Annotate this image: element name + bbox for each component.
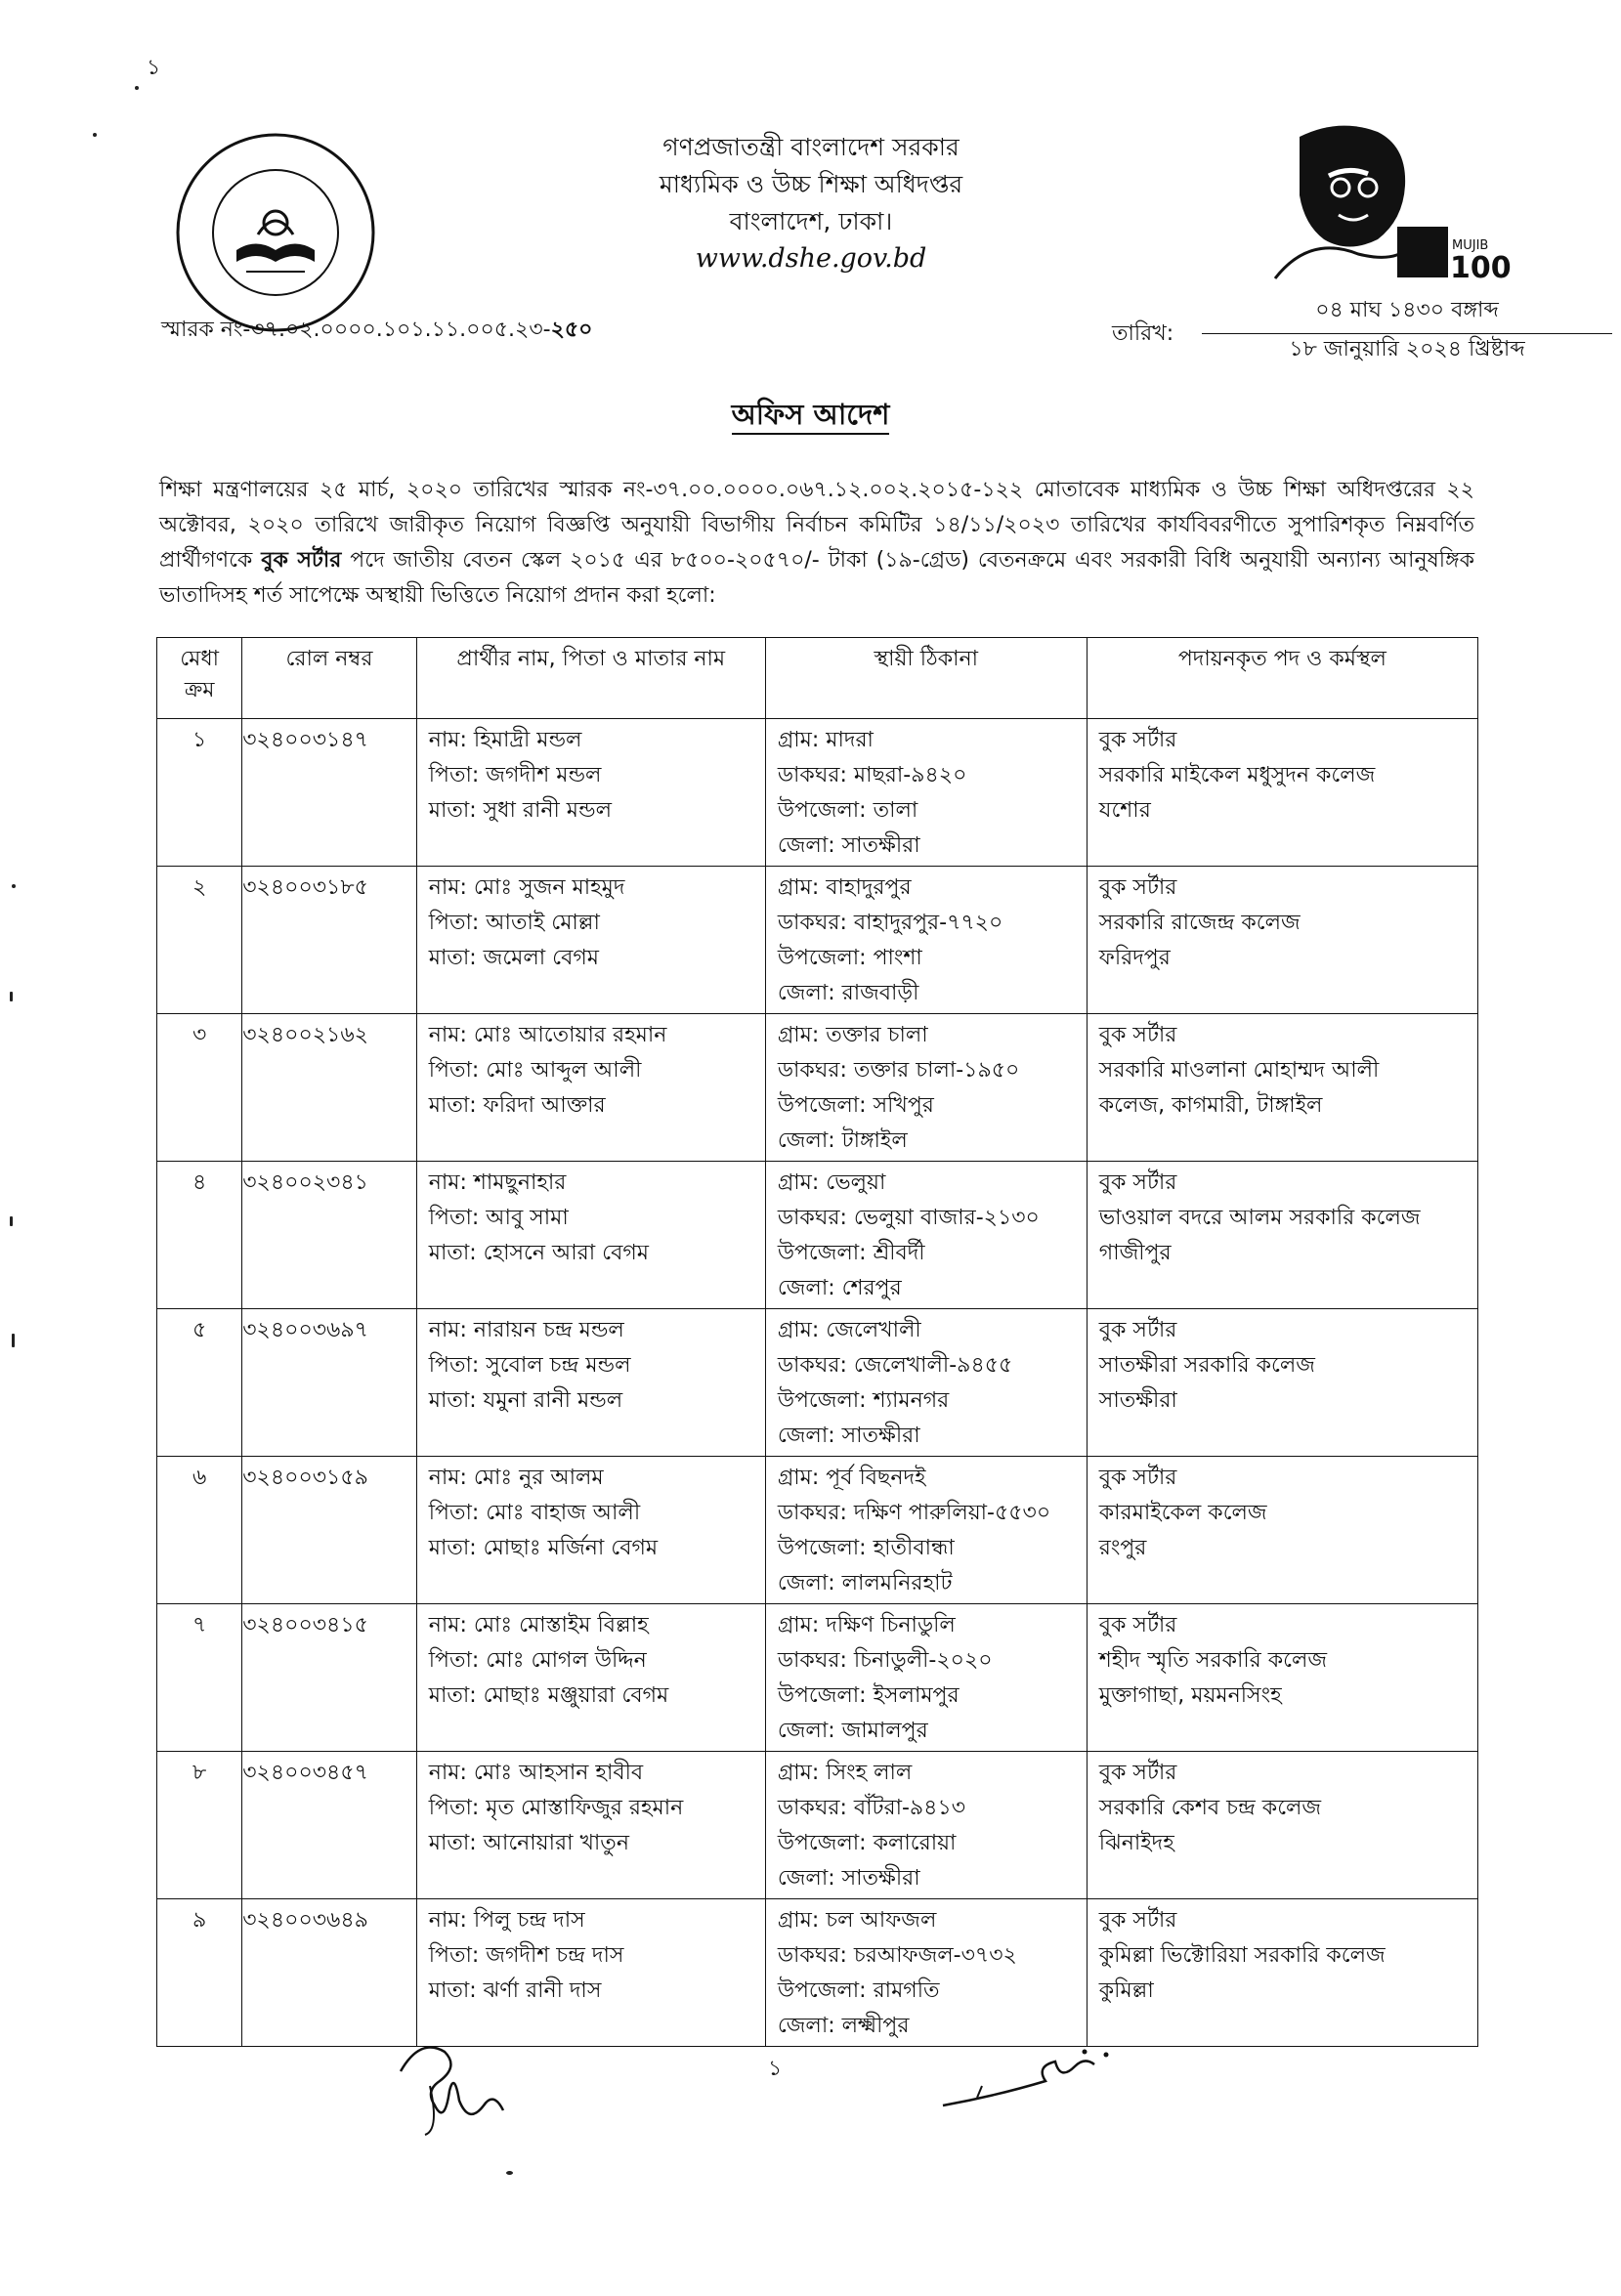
name-cell-line: নাম: মোঃ সুজন মাহমুদ [428,875,625,900]
address-cell-line: ডাকঘর: চিনাডুলী-২০২০ [777,1648,993,1673]
table-row [157,1014,1478,1162]
roll-cell-text: ৩২৪০০৩৬৯৭ [242,1318,368,1342]
address-cell-line: উপজেলা: হাতীবান্ধা [777,1536,955,1560]
name-cell-line: নাম: পিলু চন্দ্র দাস [428,1908,585,1933]
address-cell-line: ডাকঘর: বাহাদুরপুর-৭৭২০ [777,911,1003,935]
name-cell [416,1014,765,1162]
posting-cell-line: বুক সর্টার [1098,1318,1177,1342]
intro-part1: শিক্ষা মন্ত্রণালয়ের ২৫ মার্চ, ২০২০ তারিখের স্মারক নং-৩৭.০০.০০০০.০৬৭.১২.০০২.২০১৫-১২২ মোতাবেক মাধ্যমিক ও উচ্চ শিক্ষা অধিদপ্তরের ২২ অক্টোবর, ২০২০ তারিখে জারীকৃত নিয়োগ বিজ্ঞপ্তি অনুযায়ী বিভাগীয় নির্বাচন কমিটির ১৪/১১/২০২৩ তারিখের কার্যবিবরণীতে সুপারিশকৃত নিম্নবর্ণিত প্রার্থীগণকে [159,478,1474,573]
posting-cell-line: সরকারি রাজেন্দ্র কলেজ [1098,911,1301,935]
name-cell [416,1309,765,1457]
posting-cell-line: সরকারি কেশব চন্দ্র কলেজ [1098,1796,1322,1820]
roll-cell [242,1309,417,1457]
table-row [157,1162,1478,1309]
address-cell-line: ডাকঘর: মাছরা-৯৪২০ [777,763,967,787]
address-cell [765,1014,1087,1162]
scan-dot [12,1334,15,1347]
scan-dot [93,133,97,137]
name-cell-line: পিতা: জগদীশ চন্দ্র দাস [428,1943,624,1968]
address-cell-line: উপজেলা: সখিপুর [777,1093,934,1118]
page-title [0,393,1621,441]
header-roll: রোল নম্বর [242,638,417,719]
website-link[interactable]: www.dshe.gov.bd [695,243,927,274]
merit-cell-text: ৩ [192,1023,207,1047]
posting-cell-line: সরকারি মাওলানা মোহাম্মদ আলী [1098,1058,1380,1083]
book-emblem-seal-icon [168,125,383,340]
name-cell-line: নাম: মোঃ নুর আলম [428,1466,604,1490]
name-cell [416,1162,765,1309]
posting-cell [1087,1162,1477,1309]
address-cell-line: গ্রাম: চল আফজল [777,1908,937,1933]
name-cell-line: নাম: নারায়ন চন্দ্র মন্ডল [428,1318,624,1342]
posting-cell-line: কুমিল্লা [1098,1978,1154,2003]
scan-dot [10,1216,13,1226]
date-label: তারিখ: [1112,321,1174,346]
address-cell-line: ডাকঘর: বাঁটরা-৯৪১৩ [777,1796,966,1820]
name-cell-line: মাতা: সুধা রানী মন্ডল [428,798,612,823]
roll-cell [242,1899,417,2047]
merit-cell [157,1162,242,1309]
address-cell-line: গ্রাম: বাহাদুরপুর [777,875,912,900]
address-cell-line: জেলা: লালমনিরহাট [777,1571,953,1595]
merit-cell-text: ৫ [192,1318,207,1342]
posting-cell-line: বুক সর্টার [1098,1023,1177,1047]
header-posting: পদায়নকৃত পদ ও কর্মস্থল [1087,638,1477,719]
address-cell-line: গ্রাম: সিংহ লাল [777,1761,913,1785]
posting-cell [1087,867,1477,1014]
address-cell-line: উপজেলা: তালা [777,798,918,823]
address-cell-line: উপজেলা: শ্যামনগর [777,1388,950,1413]
scan-dot [10,992,13,1001]
posting-cell-line: বুক সর্টার [1098,1761,1177,1785]
name-cell-line: মাতা: যমুনা রানী মন্ডল [428,1388,623,1413]
merit-cell [157,1014,242,1162]
name-cell [416,1752,765,1899]
name-cell-line: পিতা: আবু সামা [428,1206,569,1230]
header-address: স্থায়ী ঠিকানা [765,638,1087,719]
page-number: ১ [768,2057,783,2081]
posting-cell-line: সাতক্ষীরা [1098,1388,1177,1413]
header-merit-line1: মেধা [180,647,220,671]
name-cell-line: মাতা: হোসনে আরা বেগম [428,1241,649,1265]
roll-cell [242,1604,417,1752]
address-cell-line: উপজেলা: শ্রীবর্দী [777,1241,925,1265]
name-cell-line: মাতা: মোছাঃ মঞ্জুয়ারা বেগম [428,1683,669,1708]
roll-cell-text: ৩২৪০০৩১৪৭ [242,728,368,752]
posting-cell-line: মুক্তাগাছা, ময়মনসিংহ [1098,1683,1282,1708]
address-cell-line: উপজেলা: রামগতি [777,1978,940,2003]
posting-cell [1087,1752,1477,1899]
document-header [547,129,1075,277]
merit-cell-text: ৮ [192,1761,207,1785]
name-cell-line: পিতা: জগদীশ মন্ডল [428,763,602,787]
posting-cell-line: যশোর [1098,798,1151,823]
posting-cell-line: গাজীপুর [1098,1241,1172,1265]
roll-cell [242,719,417,867]
posting-cell-line: ভাওয়াল বদরে আলম সরকারি কলেজ [1098,1206,1421,1230]
name-cell-line: নাম: শামছুনাহার [428,1170,567,1195]
scan-dot [12,884,16,888]
address-cell-line: গ্রাম: তক্তার চালা [777,1023,928,1047]
posting-cell-line: কারমাইকেল কলেজ [1098,1501,1267,1525]
posting-cell-line: সাতক্ষীরা সরকারি কলেজ [1098,1353,1315,1378]
mujib-year-logo [1270,117,1512,288]
merit-cell [157,1309,242,1457]
roll-cell-text: ৩২৪০০৩১৮৫ [242,875,368,900]
roll-cell-text: ৩২৪০০২১৬২ [242,1023,368,1047]
address-cell-line: জেলা: লক্ষ্মীপুর [777,2014,910,2038]
table-row [157,1752,1478,1899]
posting-cell-line: ঝিনাইদহ [1098,1831,1174,1855]
name-cell-line: মাতা: আনোয়ারা খাতুন [428,1831,629,1855]
memo-number-bold: ২৫০ [550,318,593,342]
posting-cell-line: বুক সর্টার [1098,1170,1177,1195]
address-cell-line: উপজেলা: পাংশা [777,946,922,970]
merit-cell [157,719,242,867]
name-cell-line: নাম: হিমাদ্রী মন্ডল [428,728,582,752]
govt-name: গণপ্রজাতন্ত্রী বাংলাদেশ সরকার [662,133,960,161]
address-cell-line: জেলা: শেরপুর [777,1276,902,1300]
roll-cell-text: ৩২৪০০৩৪৫৭ [242,1761,368,1785]
address-cell-line: জেলা: সাতক্ষীরা [777,833,920,858]
table-header-row [157,638,1478,719]
address-cell-line: ডাকঘর: জেলেখালী-৯৪৫৫ [777,1353,1013,1378]
name-cell-line: নাম: মোঃ আহসান হাবীব [428,1761,644,1785]
name-cell-line: মাতা: মোছাঃ মর্জিনা বেগম [428,1536,659,1560]
posting-cell [1087,719,1477,867]
posting-cell-line: ফরিদপুর [1098,946,1171,970]
merit-cell [157,1899,242,2047]
address-cell-line: গ্রাম: জেলেখালী [777,1318,921,1342]
address-cell-line: ডাকঘর: দক্ষিণ পারুলিয়া-৫৫৩০ [777,1501,1051,1525]
address-cell-line: গ্রাম: দক্ষিণ চিনাডুলি [777,1613,956,1637]
name-cell-line: পিতা: মোঃ বাহাজ আলী [428,1501,641,1525]
portrait-logo-icon [1270,117,1512,288]
posting-cell [1087,1604,1477,1752]
address-cell-line: ডাকঘর: চরআফজল-৩৭৩২ [777,1943,1017,1968]
name-cell-line: মাতা: ঝর্ণা রানী দাস [428,1978,602,2003]
directorate-name: মাধ্যমিক ও উচ্চ শিক্ষা অধিদপ্তর [659,170,963,198]
name-cell-line: নাম: মোঃ আতোয়ার রহমান [428,1023,667,1047]
merit-cell-text: ১ [192,728,207,752]
posting-cell [1087,1309,1477,1457]
bangla-date: ০৪ মাঘ ১৪৩০ বঙ্গাব্দ [1202,293,1612,334]
posting-cell [1087,1457,1477,1604]
education-emblem-logo [168,125,383,340]
name-cell [416,719,765,867]
page-title-text: অফিস আদেশ [732,398,890,435]
table-row [157,1899,1478,2047]
english-date: ১৮ জানুয়ারি ২০২৪ খ্রিষ্টাব্দ [1289,337,1525,361]
roll-cell [242,1752,417,1899]
merit-cell-text: ৯ [192,1908,207,1933]
address-cell-line: জেলা: রাজবাড়ী [777,981,919,1005]
roll-cell [242,867,417,1014]
page-top-mark: ১ [147,56,161,80]
address-cell [765,1162,1087,1309]
address-cell-line: ডাকঘর: ভেলুয়া বাজার-২১৩০ [777,1206,1040,1230]
location: বাংলাদেশ, ঢাকা। [729,207,893,235]
table-row [157,1604,1478,1752]
address-cell [765,1457,1087,1604]
name-cell [416,867,765,1014]
address-cell-line: ডাকঘর: তক্তার চালা-১৯৫০ [777,1058,1020,1083]
header-name: প্রার্থীর নাম, পিতা ও মাতার নাম [416,638,765,719]
table-row [157,867,1478,1014]
table-row [157,1457,1478,1604]
posting-cell-line: বুক সর্টার [1098,875,1177,900]
posting-cell-line: সরকারি মাইকেল মধুসুদন কলেজ [1098,763,1376,787]
name-cell-line: মাতা: জমেলা বেগম [428,946,599,970]
address-cell [765,1604,1087,1752]
table-row [157,1309,1478,1457]
table-body [157,719,1478,2047]
address-cell [765,1309,1087,1457]
address-cell-line: জেলা: সাতক্ষীরা [777,1424,920,1448]
posting-cell [1087,1014,1477,1162]
posting-cell-line: বুক সর্টার [1098,1466,1177,1490]
roll-cell-text: ৩২৪০০৩১৫৯ [242,1466,368,1490]
name-cell-line: মাতা: ফরিদা আক্তার [428,1093,606,1118]
memo-prefix: স্মারক নং-৩৭.০২.০০০০.১০১.১১.০০৫.২৩- [161,318,551,342]
signature-left-icon [391,2032,518,2140]
name-cell-line: পিতা: মৃত মোস্তাফিজুর রহমান [428,1796,684,1820]
name-cell-line: পিতা: মোঃ আব্দুল আলী [428,1058,642,1083]
name-cell-line: পিতা: সুবোল চন্দ্র মন্ডল [428,1353,631,1378]
roll-cell [242,1162,417,1309]
roll-cell-text: ৩২৪০০২৩৪১ [242,1170,368,1195]
posting-cell-line: রংপুর [1098,1536,1147,1560]
address-cell [765,719,1087,867]
memo-number [161,313,592,349]
posting-cell-line: বুক সর্টার [1098,1908,1177,1933]
merit-cell [157,867,242,1014]
merit-cell [157,1752,242,1899]
address-cell-line: জেলা: জামালপুর [777,1719,928,1743]
posting-cell-line: বুক সর্টার [1098,1613,1177,1637]
name-cell-line: নাম: মোঃ মোস্তাইম বিল্লাহ [428,1613,649,1637]
address-cell-line: গ্রাম: ভেলুয়া [777,1170,886,1195]
roll-cell [242,1014,417,1162]
intro-part2: পদে জাতীয় বেতন স্কেল ২০১৫ এর ৮৫০০-২০৫৭০/- টাকা (১৯-গ্রেড) বেতনক্রমে এবং সরকারী বিধি অনুযায়ী অন্যান্য আনুষঙ্গিক ভাতাদিসহ শর্ত সাপেক্ষে অস্থায়ী ভিত্তিতে নিয়োগ প্রদান করা হলো: [159,548,1475,608]
name-cell [416,1899,765,2047]
address-cell-line: জেলা: সাতক্ষীরা [777,1866,920,1891]
address-cell-line: গ্রাম: পূর্ব বিছনদই [777,1466,926,1490]
address-cell [765,1899,1087,2047]
address-cell-line: উপজেলা: ইসলামপুর [777,1683,960,1708]
posting-cell-line: কুমিল্লা ভিক্টোরিয়া সরকারি কলেজ [1098,1943,1386,1968]
merit-cell [157,1457,242,1604]
merit-cell-text: ৭ [192,1613,207,1637]
name-cell [416,1457,765,1604]
intro-paragraph [159,473,1474,614]
scan-dot [506,2171,513,2175]
appointment-table [156,637,1478,2047]
svg-text:100: 100 [1450,251,1512,285]
name-cell-line: পিতা: মোঃ মোগল উদ্দিন [428,1648,647,1673]
name-cell-line: পিতা: আতাই মোল্লা [428,911,600,935]
address-cell-line: উপজেলা: কলারোয়া [777,1831,957,1855]
merit-cell-text: ২ [192,875,207,900]
scan-dot [135,86,139,90]
posting-cell [1087,1899,1477,2047]
merit-cell-text: ৬ [192,1466,207,1490]
merit-cell-text: ৪ [192,1170,207,1195]
roll-cell-text: ৩২৪০০৩৪১৫ [242,1613,368,1637]
address-cell-line: গ্রাম: মাদরা [777,728,874,752]
roll-cell [242,1457,417,1604]
name-cell [416,1604,765,1752]
signature-right-icon [938,2037,1133,2115]
merit-cell [157,1604,242,1752]
roll-cell-text: ৩২৪০০৩৬৪৯ [242,1908,368,1933]
intro-bold: বুক সর্টার [261,548,342,573]
address-cell-line: জেলা: টাঙ্গাইল [777,1128,908,1153]
header-merit [157,638,242,719]
svg-text:MUJIB: MUJIB [1452,238,1489,253]
address-cell [765,1752,1087,1899]
table-row [157,719,1478,867]
posting-cell-line: বুক সর্টার [1098,728,1177,752]
posting-cell-line: কলেজ, কাগমারী, টাঙ্গাইল [1098,1093,1323,1118]
posting-cell-line: শহীদ স্মৃতি সরকারি কলেজ [1098,1648,1328,1673]
header-merit-line2: ক্রম [184,678,215,702]
address-cell [765,867,1087,1014]
